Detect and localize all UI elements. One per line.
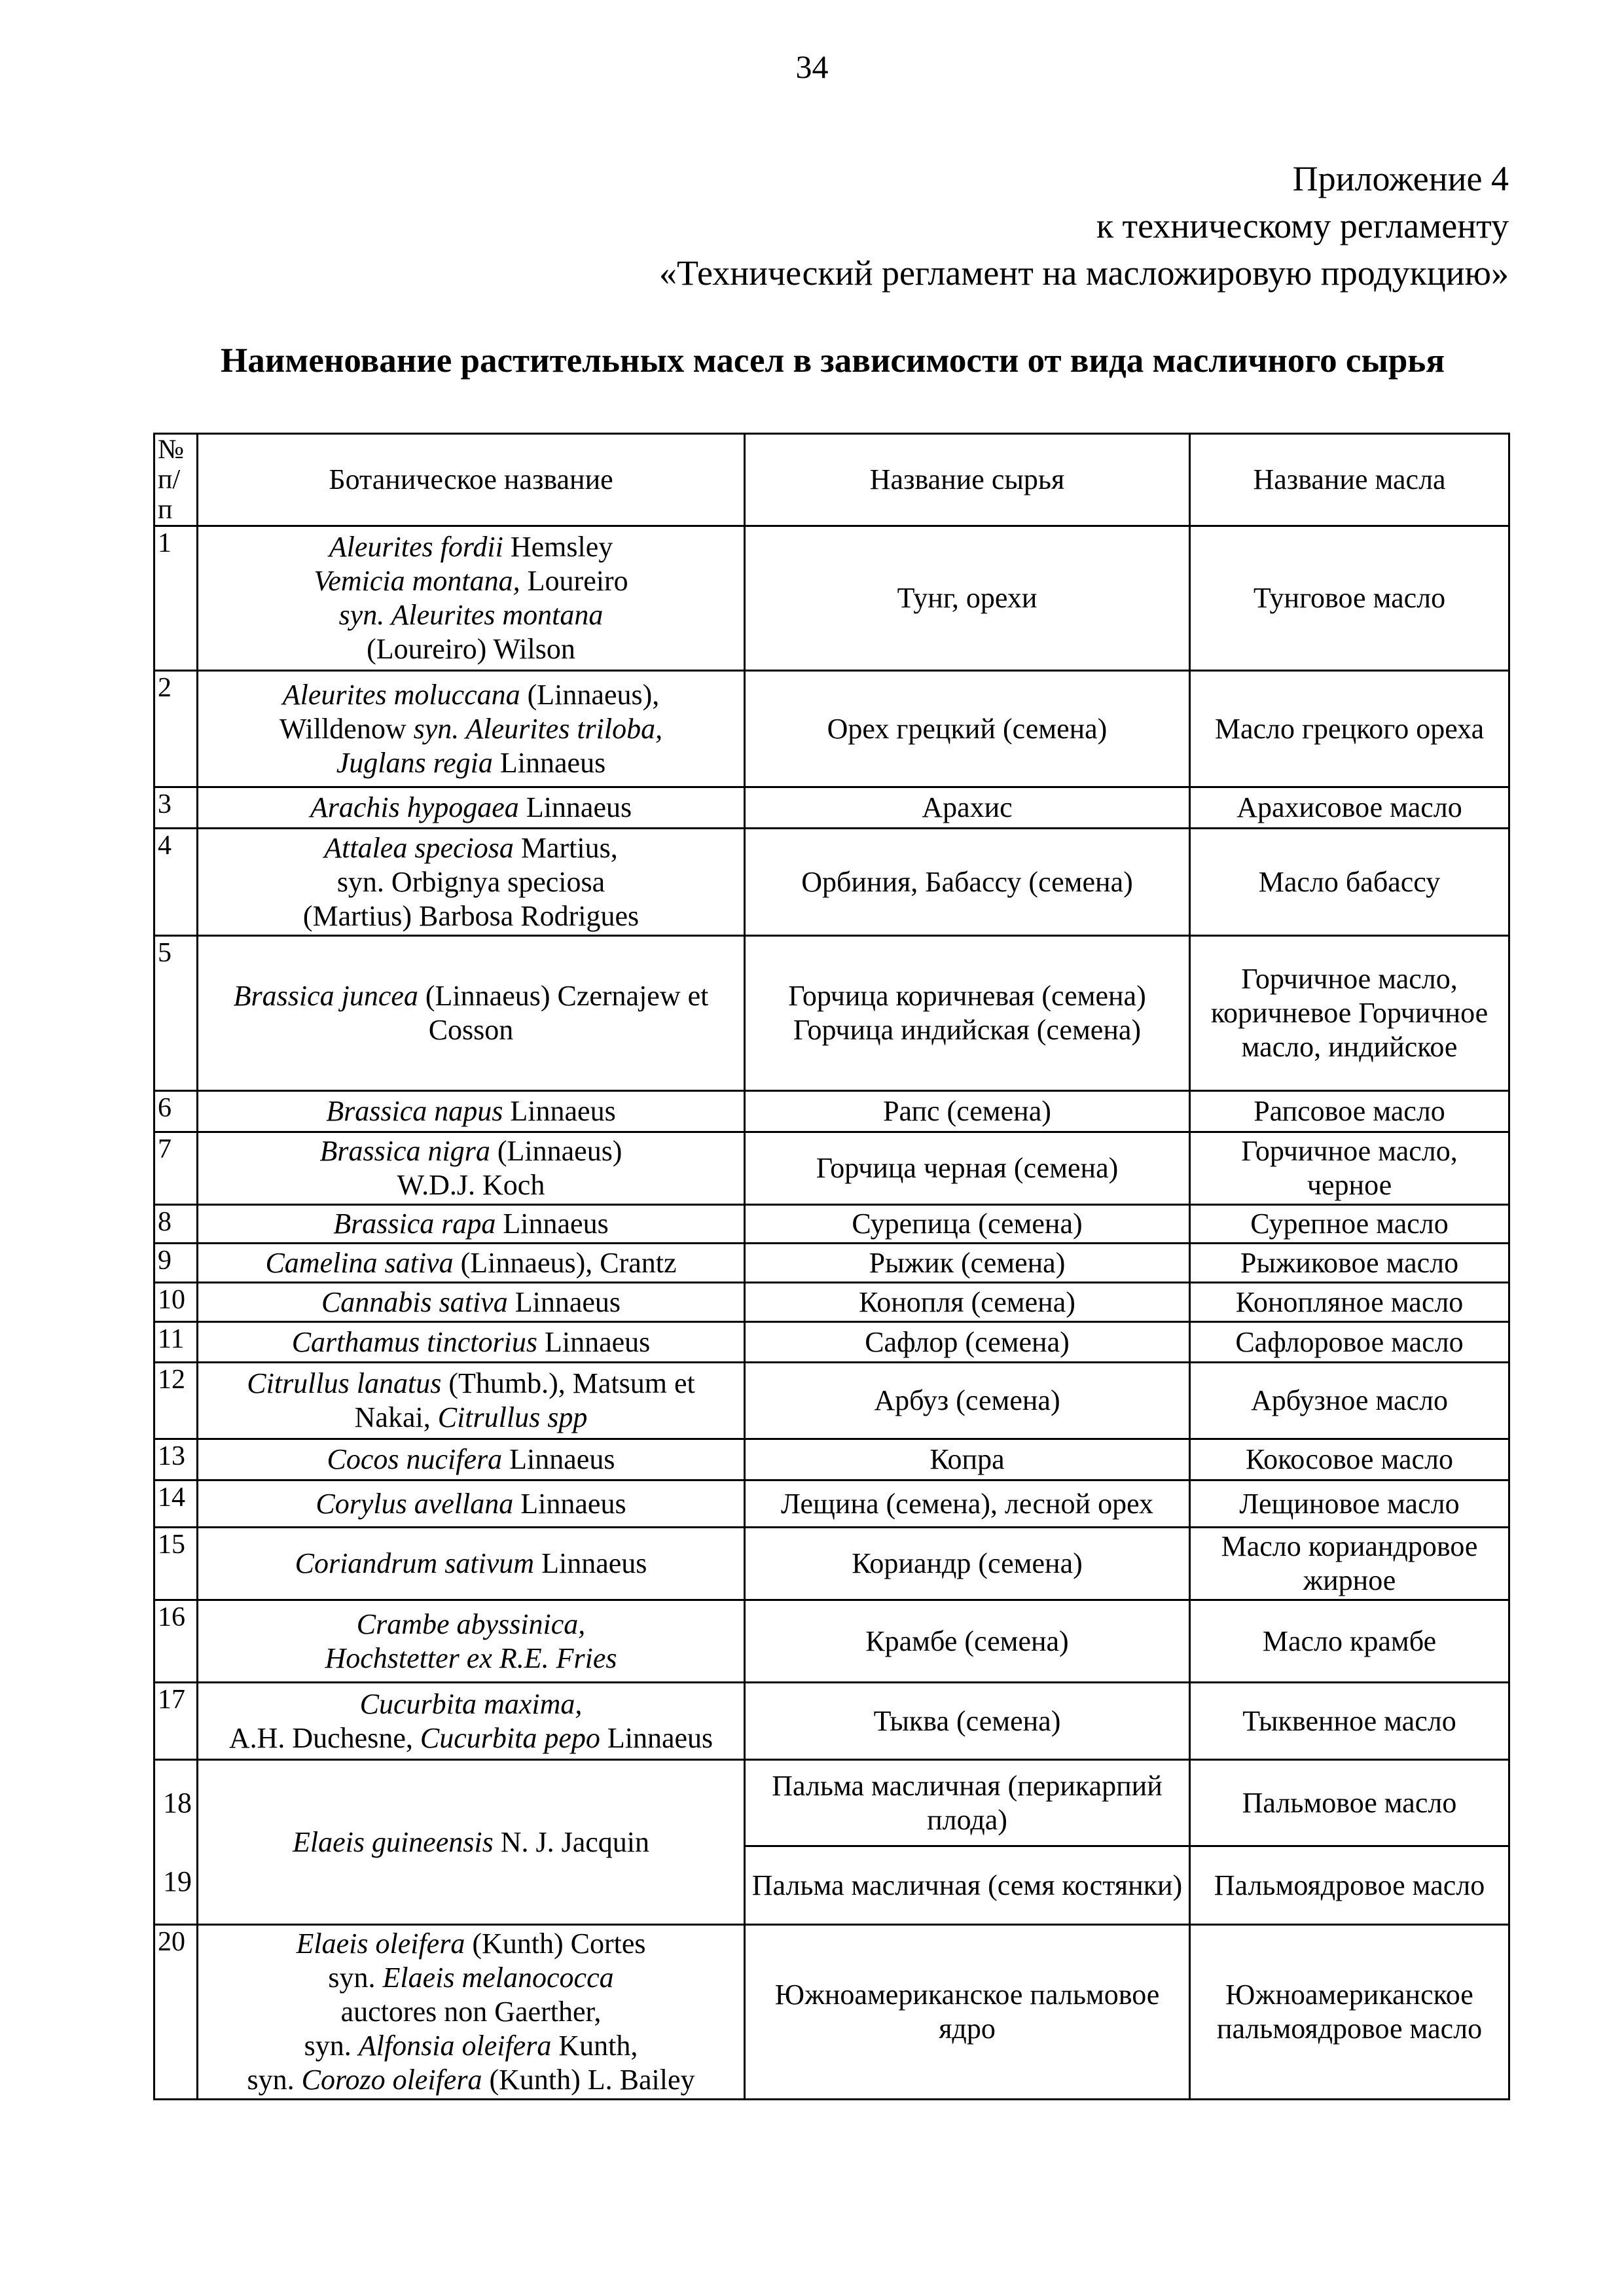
botanical-name-line — [204, 1721, 738, 1755]
latin-name-text: Willdenow — [279, 712, 414, 745]
table-row — [154, 1244, 1509, 1283]
latin-name-italic: syn. Aleurites montana — [338, 599, 604, 631]
latin-name-text: (Linnaeus) Czernajew et — [418, 980, 709, 1012]
botanical-name-line — [204, 1094, 738, 1128]
latin-name-italic: Brassica rapa — [333, 1208, 496, 1240]
appendix-line-3: «Технический регламент на масложировую продукцию» — [659, 253, 1509, 293]
header-oil: Название масла — [1190, 434, 1509, 526]
latin-name-italic: Crambe abyssinica, — [356, 1607, 586, 1640]
raw-material-cell: Арахис — [745, 787, 1190, 829]
raw-material-cell: Горчица коричневая (семена) Горчица индийская (семена) — [745, 936, 1190, 1091]
latin-name-text: A.H. Duchesne, — [228, 1721, 420, 1754]
table-row — [154, 1132, 1509, 1205]
oil-name-cell: Рыжиковое масло — [1190, 1244, 1509, 1283]
latin-name-italic: Brassica napus — [326, 1095, 503, 1127]
latin-name-text: Kunth, — [551, 2030, 638, 2062]
latin-name-italic: Brassica juncea — [233, 980, 418, 1012]
row-num: 16 — [154, 1600, 198, 1683]
latin-name-text: W.D.J. Koch — [397, 1169, 545, 1201]
latin-name-italic: Hochstetter ex R.E. Fries — [325, 1641, 617, 1674]
latin-name-italic: Citrullus lanatus — [247, 1367, 442, 1399]
botanical-name-cell — [198, 1205, 745, 1244]
latin-name-text: auctores non Gaerther, — [340, 1996, 602, 2028]
latin-name-text: (Linnaeus), — [520, 678, 660, 711]
botanical-name-line — [204, 564, 738, 598]
raw-material-cell: Кориандр (семена) — [745, 1528, 1190, 1600]
latin-name-italic: Camelina sativa — [265, 1246, 454, 1279]
botanical-name-line — [204, 1487, 738, 1521]
table-row — [154, 1363, 1509, 1439]
latin-name-italic: Juglans regia — [336, 746, 493, 779]
table-row — [154, 671, 1509, 787]
row-num: 11 — [154, 1322, 198, 1363]
row-num: 2 — [154, 671, 198, 787]
raw-material-cell: Копра — [745, 1439, 1190, 1480]
botanical-name-line — [204, 1134, 738, 1168]
raw-material-cell: Пальма масличная (перикарпий плода) — [745, 1760, 1190, 1846]
row-num: 19 — [163, 1865, 192, 1897]
botanical-name-cell — [198, 1132, 745, 1205]
raw-material-cell: Рыжик (семена) — [745, 1244, 1190, 1283]
botanical-name-line — [204, 1825, 738, 1859]
latin-name-italic: Carthamus tinctorius — [291, 1325, 537, 1358]
raw-material-cell: Крамбе (семена) — [745, 1600, 1190, 1683]
latin-name-italic: Vemicia montana, — [314, 565, 520, 597]
latin-name-italic: Cocos nucifera — [327, 1443, 503, 1475]
latin-name-italic: Cannabis sativa — [321, 1285, 508, 1318]
raw-material-cell: Тыква (семена) — [745, 1683, 1190, 1760]
botanical-name-cell — [198, 1528, 745, 1600]
latin-name-text: (Kunth) L. Bailey — [482, 2064, 695, 2096]
botanical-name-line — [204, 1168, 738, 1202]
latin-name-text: (Linnaeus) — [490, 1135, 623, 1167]
row-num: 10 — [154, 1283, 198, 1322]
latin-name-text: syn. Orbignya speciosa — [336, 865, 605, 898]
row-num: 14 — [154, 1480, 198, 1528]
oil-name-cell: Пальмовое масло — [1190, 1760, 1509, 1846]
botanical-name-line — [204, 1401, 738, 1435]
botanical-name-cell — [198, 1091, 745, 1132]
latin-name-italic: Elaeis melanococca — [382, 1962, 614, 1994]
botanical-name-cell — [198, 787, 745, 829]
oil-name-cell: Южноамериканское пальмоядровое масло — [1190, 1925, 1509, 2100]
oil-name-cell: Горчичное масло, коричневое Горчичное масло, индийское — [1190, 936, 1509, 1091]
table-row — [154, 1322, 1509, 1363]
botanical-name-line — [204, 791, 738, 825]
oil-name-cell: Масло крамбе — [1190, 1600, 1509, 1683]
header-raw: Название сырья — [745, 434, 1190, 526]
latin-name-text: (Loureiro) Wilson — [367, 633, 575, 665]
raw-material-cell: Арбуз (семена) — [745, 1363, 1190, 1439]
botanical-name-line — [204, 1013, 738, 1047]
row-num: 13 — [154, 1439, 198, 1480]
botanical-name-line — [204, 530, 738, 564]
raw-material-cell: Орех грецкий (семена) — [745, 671, 1190, 787]
botanical-name-line — [204, 2029, 738, 2063]
table-row — [154, 936, 1509, 1091]
botanical-name-cell — [198, 1683, 745, 1760]
botanical-name-line — [204, 2063, 738, 2097]
row-num: 17 — [154, 1683, 198, 1760]
botanical-name-cell — [198, 1480, 745, 1528]
oil-name-cell: Рапсовое масло — [1190, 1091, 1509, 1132]
row-num: 5 — [154, 936, 198, 1091]
raw-material-cell: Тунг, орехи — [745, 526, 1190, 671]
raw-material-cell: Рапс (семена) — [745, 1091, 1190, 1132]
table-row — [154, 829, 1509, 936]
table-row — [154, 1283, 1509, 1322]
raw-material-cell: Сафлор (семена) — [745, 1322, 1190, 1363]
latin-name-text: Loureiro — [520, 565, 628, 597]
oil-name-cell: Сурепное масло — [1190, 1205, 1509, 1244]
botanical-name-line — [204, 1325, 738, 1359]
table-row — [154, 1600, 1509, 1683]
latin-name-italic: Aleurites moluccana — [282, 678, 520, 711]
latin-name-italic: Corozo oleifera — [301, 2064, 482, 2096]
row-num: 1 — [154, 526, 198, 671]
botanical-name-line — [204, 1443, 738, 1477]
oil-name-cell: Пальмоядровое масло — [1190, 1846, 1509, 1925]
latin-name-text: (Linnaeus), Crantz — [453, 1246, 677, 1279]
botanical-name-cell — [198, 1439, 745, 1480]
page-number: 34 — [795, 48, 829, 85]
botanical-name-line — [204, 1367, 738, 1401]
oil-name-cell: Арбузное масло — [1190, 1363, 1509, 1439]
row-num: 9 — [154, 1244, 198, 1283]
latin-name-text: Hemsley — [503, 531, 613, 563]
botanical-name-line — [204, 1927, 738, 1961]
appendix-line-1: Приложение 4 — [1292, 159, 1509, 198]
row-num: 15 — [154, 1528, 198, 1600]
botanical-name-cell — [198, 526, 745, 671]
appendix-reference — [331, 155, 1509, 296]
botanical-name-line — [204, 1246, 738, 1280]
latin-name-text: Linnaeus — [600, 1721, 713, 1754]
botanical-name-line — [204, 899, 738, 933]
latin-name-italic: Elaeis guineensis — [292, 1825, 494, 1858]
latin-name-text: Linnaeus — [537, 1325, 651, 1358]
table-row — [154, 1205, 1509, 1244]
raw-material-cell: Пальма масличная (семя костянки) — [745, 1846, 1190, 1925]
oil-name-cell: Кокосовое масло — [1190, 1439, 1509, 1480]
latin-name-italic: syn. Aleurites triloba, — [413, 712, 663, 745]
appendix-line-2: к техническому регламенту — [1096, 206, 1509, 245]
latin-name-italic: Citrullus spp — [437, 1401, 588, 1433]
table-row — [154, 1091, 1509, 1132]
latin-name-italic: Elaeis oleifera — [296, 1928, 465, 1960]
oil-name-cell: Горчичное масло, черное — [1190, 1132, 1509, 1205]
oil-name-cell: Арахисовое масло — [1190, 787, 1509, 829]
latin-name-text: syn. — [247, 2064, 302, 2096]
oils-table — [153, 433, 1510, 2100]
oil-name-cell: Масло грецкого ореха — [1190, 671, 1509, 787]
botanical-name-cell — [198, 936, 745, 1091]
header-botanical: Ботаническое название — [198, 434, 745, 526]
latin-name-text: N. J. Jacquin — [493, 1825, 650, 1858]
table-header-row — [154, 434, 1509, 526]
latin-name-text: Linnaeus — [518, 791, 632, 823]
oil-name-cell: Масло кориандровое жирное — [1190, 1528, 1509, 1600]
table-row — [154, 787, 1509, 829]
latin-name-italic: Aleurites fordii — [329, 531, 503, 563]
row-num: 8 — [154, 1205, 198, 1244]
table-body — [154, 526, 1509, 2100]
table-row — [154, 526, 1509, 671]
oil-name-cell: Конопляное масло — [1190, 1283, 1509, 1322]
latin-name-text: syn. — [328, 1962, 383, 1994]
raw-material-cell: Конопля (семена) — [745, 1283, 1190, 1322]
row-num: 7 — [154, 1132, 198, 1205]
latin-name-text: syn. — [304, 2030, 359, 2062]
botanical-name-line — [204, 1995, 738, 2029]
raw-material-cell: Южноамериканское пальмовое ядро — [745, 1925, 1190, 2100]
table-row — [154, 1439, 1509, 1480]
botanical-name-line — [204, 712, 738, 746]
latin-name-text: (Martius) Barbosa Rodrigues — [302, 899, 640, 932]
latin-name-italic: Corylus avellana — [316, 1487, 514, 1520]
botanical-name-cell — [198, 1760, 745, 1925]
botanical-name-cell — [198, 1600, 745, 1683]
botanical-name-line — [204, 632, 738, 666]
oil-name-cell: Сафлоровое масло — [1190, 1322, 1509, 1363]
document-title: Наименование растительных масел в зависимости от вида масличного сырья — [220, 342, 1445, 380]
latin-name-text: Linnaeus — [496, 1208, 609, 1240]
botanical-name-line — [204, 979, 738, 1013]
botanical-name-line — [204, 1547, 738, 1581]
latin-name-text: Linnaeus — [507, 1285, 621, 1318]
botanical-name-cell — [198, 1244, 745, 1283]
botanical-name-cell — [198, 1925, 745, 2100]
table-row — [154, 1683, 1509, 1760]
latin-name-text: (Thumb.), Matsum et — [441, 1367, 695, 1399]
row-num: 18 — [163, 1786, 192, 1819]
latin-name-text: (Kunth) Cortes — [465, 1928, 646, 1960]
raw-material-cell: Сурепица (семена) — [745, 1205, 1190, 1244]
latin-name-text: Martius, — [513, 831, 618, 864]
header-num: № п/п — [154, 434, 198, 526]
botanical-name-cell — [198, 671, 745, 787]
latin-name-text: Linnaeus — [492, 746, 606, 779]
oil-name-cell: Масло бабассу — [1190, 829, 1509, 936]
latin-name-italic: Cucurbita maxima, — [359, 1687, 583, 1720]
latin-name-text: Linnaeus — [534, 1547, 647, 1579]
botanical-name-line — [204, 1607, 738, 1641]
latin-name-italic: Alfonsia oleifera — [358, 2030, 552, 2062]
table-row — [154, 1760, 1509, 1846]
botanical-name-cell — [198, 1363, 745, 1439]
table-row — [154, 1528, 1509, 1600]
row-num: 4 — [154, 829, 198, 936]
botanical-name-line — [204, 1687, 738, 1721]
botanical-name-cell — [198, 1283, 745, 1322]
latin-name-italic: Brassica nigra — [319, 1135, 490, 1167]
row-num-cell — [154, 1760, 198, 1925]
latin-name-text: Linnaeus — [513, 1487, 626, 1520]
latin-name-italic: Arachis hypogaea — [310, 791, 519, 823]
row-num: 6 — [154, 1091, 198, 1132]
latin-name-text: Linnaeus — [503, 1095, 616, 1127]
oil-name-cell: Лещиновое масло — [1190, 1480, 1509, 1528]
latin-name-text: Cosson — [428, 1014, 514, 1046]
botanical-name-line — [204, 598, 738, 632]
latin-name-text: Nakai, — [354, 1401, 438, 1433]
botanical-name-line — [204, 1207, 738, 1241]
botanical-name-line — [204, 678, 738, 712]
row-num: 20 — [154, 1925, 198, 2100]
latin-name-text: Linnaeus — [502, 1443, 615, 1475]
botanical-name-line — [204, 1641, 738, 1676]
botanical-name-line — [204, 1285, 738, 1319]
botanical-name-cell — [198, 1322, 745, 1363]
botanical-name-line — [204, 865, 738, 899]
latin-name-italic: Attalea speciosa — [324, 831, 514, 864]
botanical-name-line — [204, 1961, 738, 1995]
raw-material-cell: Орбиния, Бабассу (семена) — [745, 829, 1190, 936]
table-row — [154, 1480, 1509, 1528]
botanical-name-line — [204, 746, 738, 780]
raw-material-cell: Лещина (семена), лесной орех — [745, 1480, 1190, 1528]
latin-name-italic: Coriandrum sativum — [295, 1547, 535, 1579]
raw-material-cell: Горчица черная (семена) — [745, 1132, 1190, 1205]
oil-name-cell: Тыквенное масло — [1190, 1683, 1509, 1760]
botanical-name-cell — [198, 829, 745, 936]
botanical-name-line — [204, 831, 738, 865]
row-num: 3 — [154, 787, 198, 829]
latin-name-italic: Cucurbita pepo — [420, 1721, 600, 1754]
table-row — [154, 1925, 1509, 2100]
oil-name-cell: Тунговое масло — [1190, 526, 1509, 671]
row-num: 12 — [154, 1363, 198, 1439]
